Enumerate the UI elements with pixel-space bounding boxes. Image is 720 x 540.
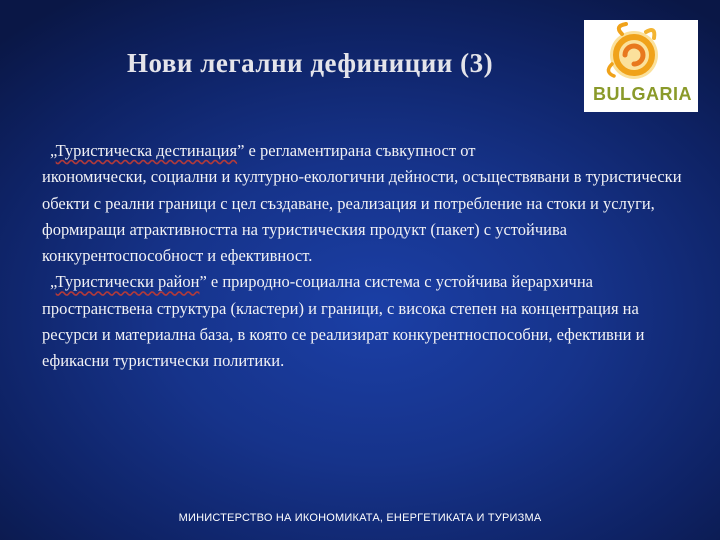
open-quote: „ — [50, 141, 56, 160]
ministry-footer: МИНИСТЕРСТВО НА ИКОНОМИКАТА, ЕНЕРГЕТИКАТА И ТУРИЗМА — [178, 512, 542, 524]
slide-body — [42, 138, 692, 375]
definition-paragraph-destination — [42, 138, 692, 269]
sun-swirl-icon — [584, 20, 698, 84]
bulgaria-logo — [584, 20, 698, 112]
term-tourist-region: Туристически район — [55, 272, 200, 292]
definition-text: ” е природно-социална система с устойчива йерархична пространствена структура (кластери) и граници, с висока степен на концентрация на ресурси и материална база, в която се реализират конкурентноспособни, ефективни и ефикасни туристически политики. — [42, 272, 645, 371]
logo-wordmark: BULGARIA — [593, 84, 692, 104]
slide-title: Нови легални дефиниции (3) — [127, 48, 494, 78]
open-quote: „ — [50, 272, 56, 292]
definition-text-first-line: ” е регламентирана съвкупност от — [237, 141, 476, 160]
term-tourist-destination: Туристическа дестинация — [55, 141, 238, 160]
definition-paragraph-region — [42, 269, 692, 374]
definition-text: икономически, социални и културно-екологични дейности, осъществявани в туристически обекти с реални граници с цел създаване, реализация и потребление на стоки и услуги, формиращи атрактивността на туристическия продукт (пакет) с устойчива конкурентоспособност и ефективност. — [42, 167, 682, 266]
